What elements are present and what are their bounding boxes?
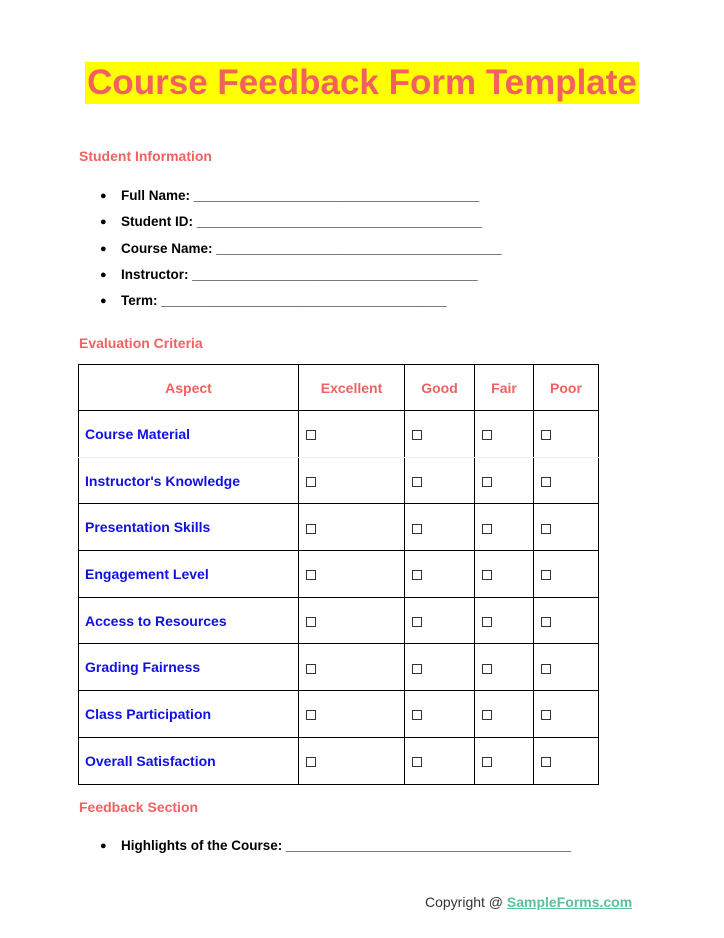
checkbox-good[interactable] xyxy=(412,430,422,440)
column-header-fair: Fair xyxy=(475,365,534,411)
checkbox-good[interactable] xyxy=(412,664,422,674)
bullet-icon: ● xyxy=(100,268,107,281)
checkbox-poor[interactable] xyxy=(541,617,551,627)
checkbox-poor[interactable] xyxy=(541,757,551,767)
checkbox-excellent[interactable] xyxy=(306,430,316,440)
checkbox-fair[interactable] xyxy=(482,477,492,487)
column-header-aspect: Aspect xyxy=(79,365,299,411)
field-course-name xyxy=(100,239,502,265)
field-label: Instructor: xyxy=(121,266,193,282)
evaluation-criteria-heading: Evaluation Criteria xyxy=(79,335,203,351)
table-row xyxy=(79,551,599,598)
field-blank[interactable]: ______________________________________ xyxy=(216,240,502,256)
bullet-icon: ● xyxy=(100,840,107,852)
table-row xyxy=(79,504,599,551)
checkbox-excellent[interactable] xyxy=(306,477,316,487)
field-label: Term: xyxy=(121,293,162,309)
sampleforms-link[interactable]: SampleForms.com xyxy=(506,894,633,910)
page-title: Course Feedback Form Template xyxy=(87,63,637,102)
field-blank[interactable]: ______________________________________ xyxy=(161,293,447,309)
checkbox-good[interactable] xyxy=(412,524,422,534)
table-row xyxy=(79,737,599,784)
checkbox-excellent[interactable] xyxy=(306,617,316,627)
field-blank[interactable]: ______________________________________ xyxy=(286,838,572,853)
checkbox-good[interactable] xyxy=(412,757,422,767)
column-header-poor: Poor xyxy=(534,365,599,411)
field-blank[interactable]: ______________________________________ xyxy=(192,266,478,282)
table-row xyxy=(79,597,599,644)
aspect-label: Instructor's Knowledge xyxy=(79,457,299,504)
checkbox-poor[interactable] xyxy=(541,477,551,487)
field-blank[interactable]: ______________________________________ xyxy=(193,188,480,203)
table-row xyxy=(79,644,599,691)
field-instructor xyxy=(100,265,502,291)
checkbox-poor[interactable] xyxy=(541,524,551,534)
checkbox-good[interactable] xyxy=(412,570,422,580)
field-student-id xyxy=(100,212,502,238)
table-row xyxy=(79,691,599,738)
title-container xyxy=(0,62,724,104)
checkbox-good[interactable] xyxy=(412,477,422,487)
aspect-label: Presentation Skills xyxy=(79,504,299,551)
feedback-section-heading: Feedback Section xyxy=(79,799,199,815)
field-label: Full Name: xyxy=(121,188,194,203)
checkbox-good[interactable] xyxy=(412,617,422,627)
aspect-label: Course Material xyxy=(79,411,299,458)
checkbox-fair[interactable] xyxy=(482,710,492,720)
evaluation-table xyxy=(78,364,599,785)
checkbox-fair[interactable] xyxy=(482,524,492,534)
bullet-icon: ● xyxy=(100,216,107,229)
checkbox-poor[interactable] xyxy=(541,570,551,580)
copyright-text: Copyright @ xyxy=(425,894,507,910)
checkbox-fair[interactable] xyxy=(482,664,492,674)
field-label: Student ID: xyxy=(121,214,197,230)
field-term xyxy=(100,291,502,317)
field-label: Highlights of the Course: xyxy=(121,838,286,853)
checkbox-excellent[interactable] xyxy=(306,757,316,767)
field-blank[interactable]: ______________________________________ xyxy=(196,214,483,230)
field-highlights xyxy=(100,836,571,862)
checkbox-poor[interactable] xyxy=(541,664,551,674)
field-full-name xyxy=(100,186,502,212)
aspect-label: Overall Satisfaction xyxy=(79,737,299,784)
checkbox-excellent[interactable] xyxy=(306,710,316,720)
column-header-excellent: Excellent xyxy=(299,365,405,411)
column-header-good: Good xyxy=(405,365,475,411)
table-row xyxy=(79,411,599,458)
aspect-label: Engagement Level xyxy=(79,551,299,598)
bullet-icon: ● xyxy=(100,190,107,202)
table-header-row xyxy=(79,365,599,411)
checkbox-fair[interactable] xyxy=(482,570,492,580)
checkbox-poor[interactable] xyxy=(541,710,551,720)
table-row xyxy=(79,457,599,504)
checkbox-fair[interactable] xyxy=(482,757,492,767)
checkbox-poor[interactable] xyxy=(541,430,551,440)
checkbox-excellent[interactable] xyxy=(306,524,316,534)
student-information-heading: Student Information xyxy=(79,148,212,164)
field-label: Course Name: xyxy=(121,240,217,256)
checkbox-excellent[interactable] xyxy=(306,570,316,580)
aspect-label: Grading Fairness xyxy=(79,644,299,691)
copyright-footer xyxy=(425,894,632,910)
aspect-label: Class Participation xyxy=(79,691,299,738)
checkbox-good[interactable] xyxy=(412,710,422,720)
student-information-list xyxy=(100,186,502,317)
checkbox-fair[interactable] xyxy=(482,430,492,440)
checkbox-fair[interactable] xyxy=(482,617,492,627)
checkbox-excellent[interactable] xyxy=(306,664,316,674)
feedback-list xyxy=(100,836,571,862)
bullet-icon: ● xyxy=(100,242,107,255)
aspect-label: Access to Resources xyxy=(79,597,299,644)
bullet-icon: ● xyxy=(100,295,107,308)
